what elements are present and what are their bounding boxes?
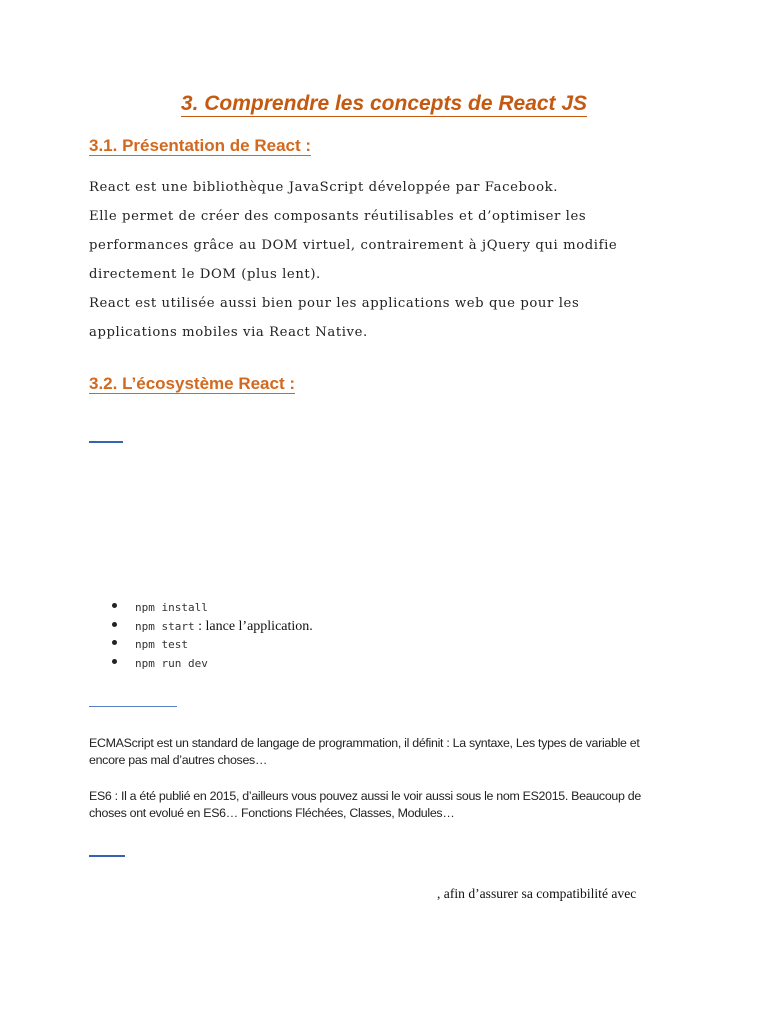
list-item	[89, 654, 313, 673]
command-code: npm install	[135, 601, 208, 614]
heading-underline-rule	[89, 706, 177, 707]
section-heading-ecosystem	[89, 372, 295, 396]
paragraph-line: encore pas mal d’autres choses…	[89, 753, 268, 767]
paragraph-line: ES6 : Il a été publié en 2015, d’ailleurs vous pouvez aussi le voir aussi sous le nom ES2015. Beaucoup de	[89, 789, 641, 803]
bullet-icon	[112, 640, 117, 645]
bullet-icon	[112, 603, 117, 608]
body-line: Elle permet de créer des composants réutilisables et d’optimiser les	[89, 209, 587, 224]
heading-underline-rule	[89, 855, 125, 857]
page-title-text: 3. Comprendre les concepts de React JS	[180, 92, 588, 115]
command-code: npm run dev	[135, 656, 208, 670]
section-heading-ecosystem-text: 3.2. L’écosystème React :	[89, 374, 296, 393]
body-line: React est une bibliothèque JavaScript développée par Facebook.	[89, 180, 559, 195]
command-code: npm test	[135, 638, 188, 651]
body-line: directement le DOM (plus lent).	[89, 267, 321, 282]
trailing-text-fragment: , afin d’assurer sa compatibilité avec	[437, 886, 637, 901]
paragraph-line: ECMAScript est un standard de langage de programmation, il définit : La syntaxe, Les types de variable et	[89, 736, 640, 750]
page-title	[0, 88, 768, 120]
body-line: performances grâce au DOM virtuel, contrairement à jQuery qui modifie	[89, 238, 618, 253]
bullet-icon	[112, 659, 117, 664]
list-item	[89, 617, 313, 636]
npm-commands-list	[89, 598, 313, 672]
paragraph-line: choses ont evolué en ES6… Fonctions Fléchées, Classes, Modules…	[89, 806, 455, 820]
list-item	[89, 598, 313, 617]
command-description: : lance l’application.	[194, 618, 313, 634]
bullet-icon	[112, 622, 117, 627]
list-item	[89, 635, 313, 654]
section-heading-presentation-text: 3.1. Présentation de React :	[89, 136, 312, 155]
section-heading-presentation	[89, 134, 311, 158]
body-line: applications mobiles via React Native.	[89, 325, 368, 340]
command-code: npm start	[135, 619, 195, 633]
heading-underline-rule	[89, 441, 123, 443]
body-line: React est utilisée aussi bien pour les applications web que pour les	[89, 296, 580, 311]
